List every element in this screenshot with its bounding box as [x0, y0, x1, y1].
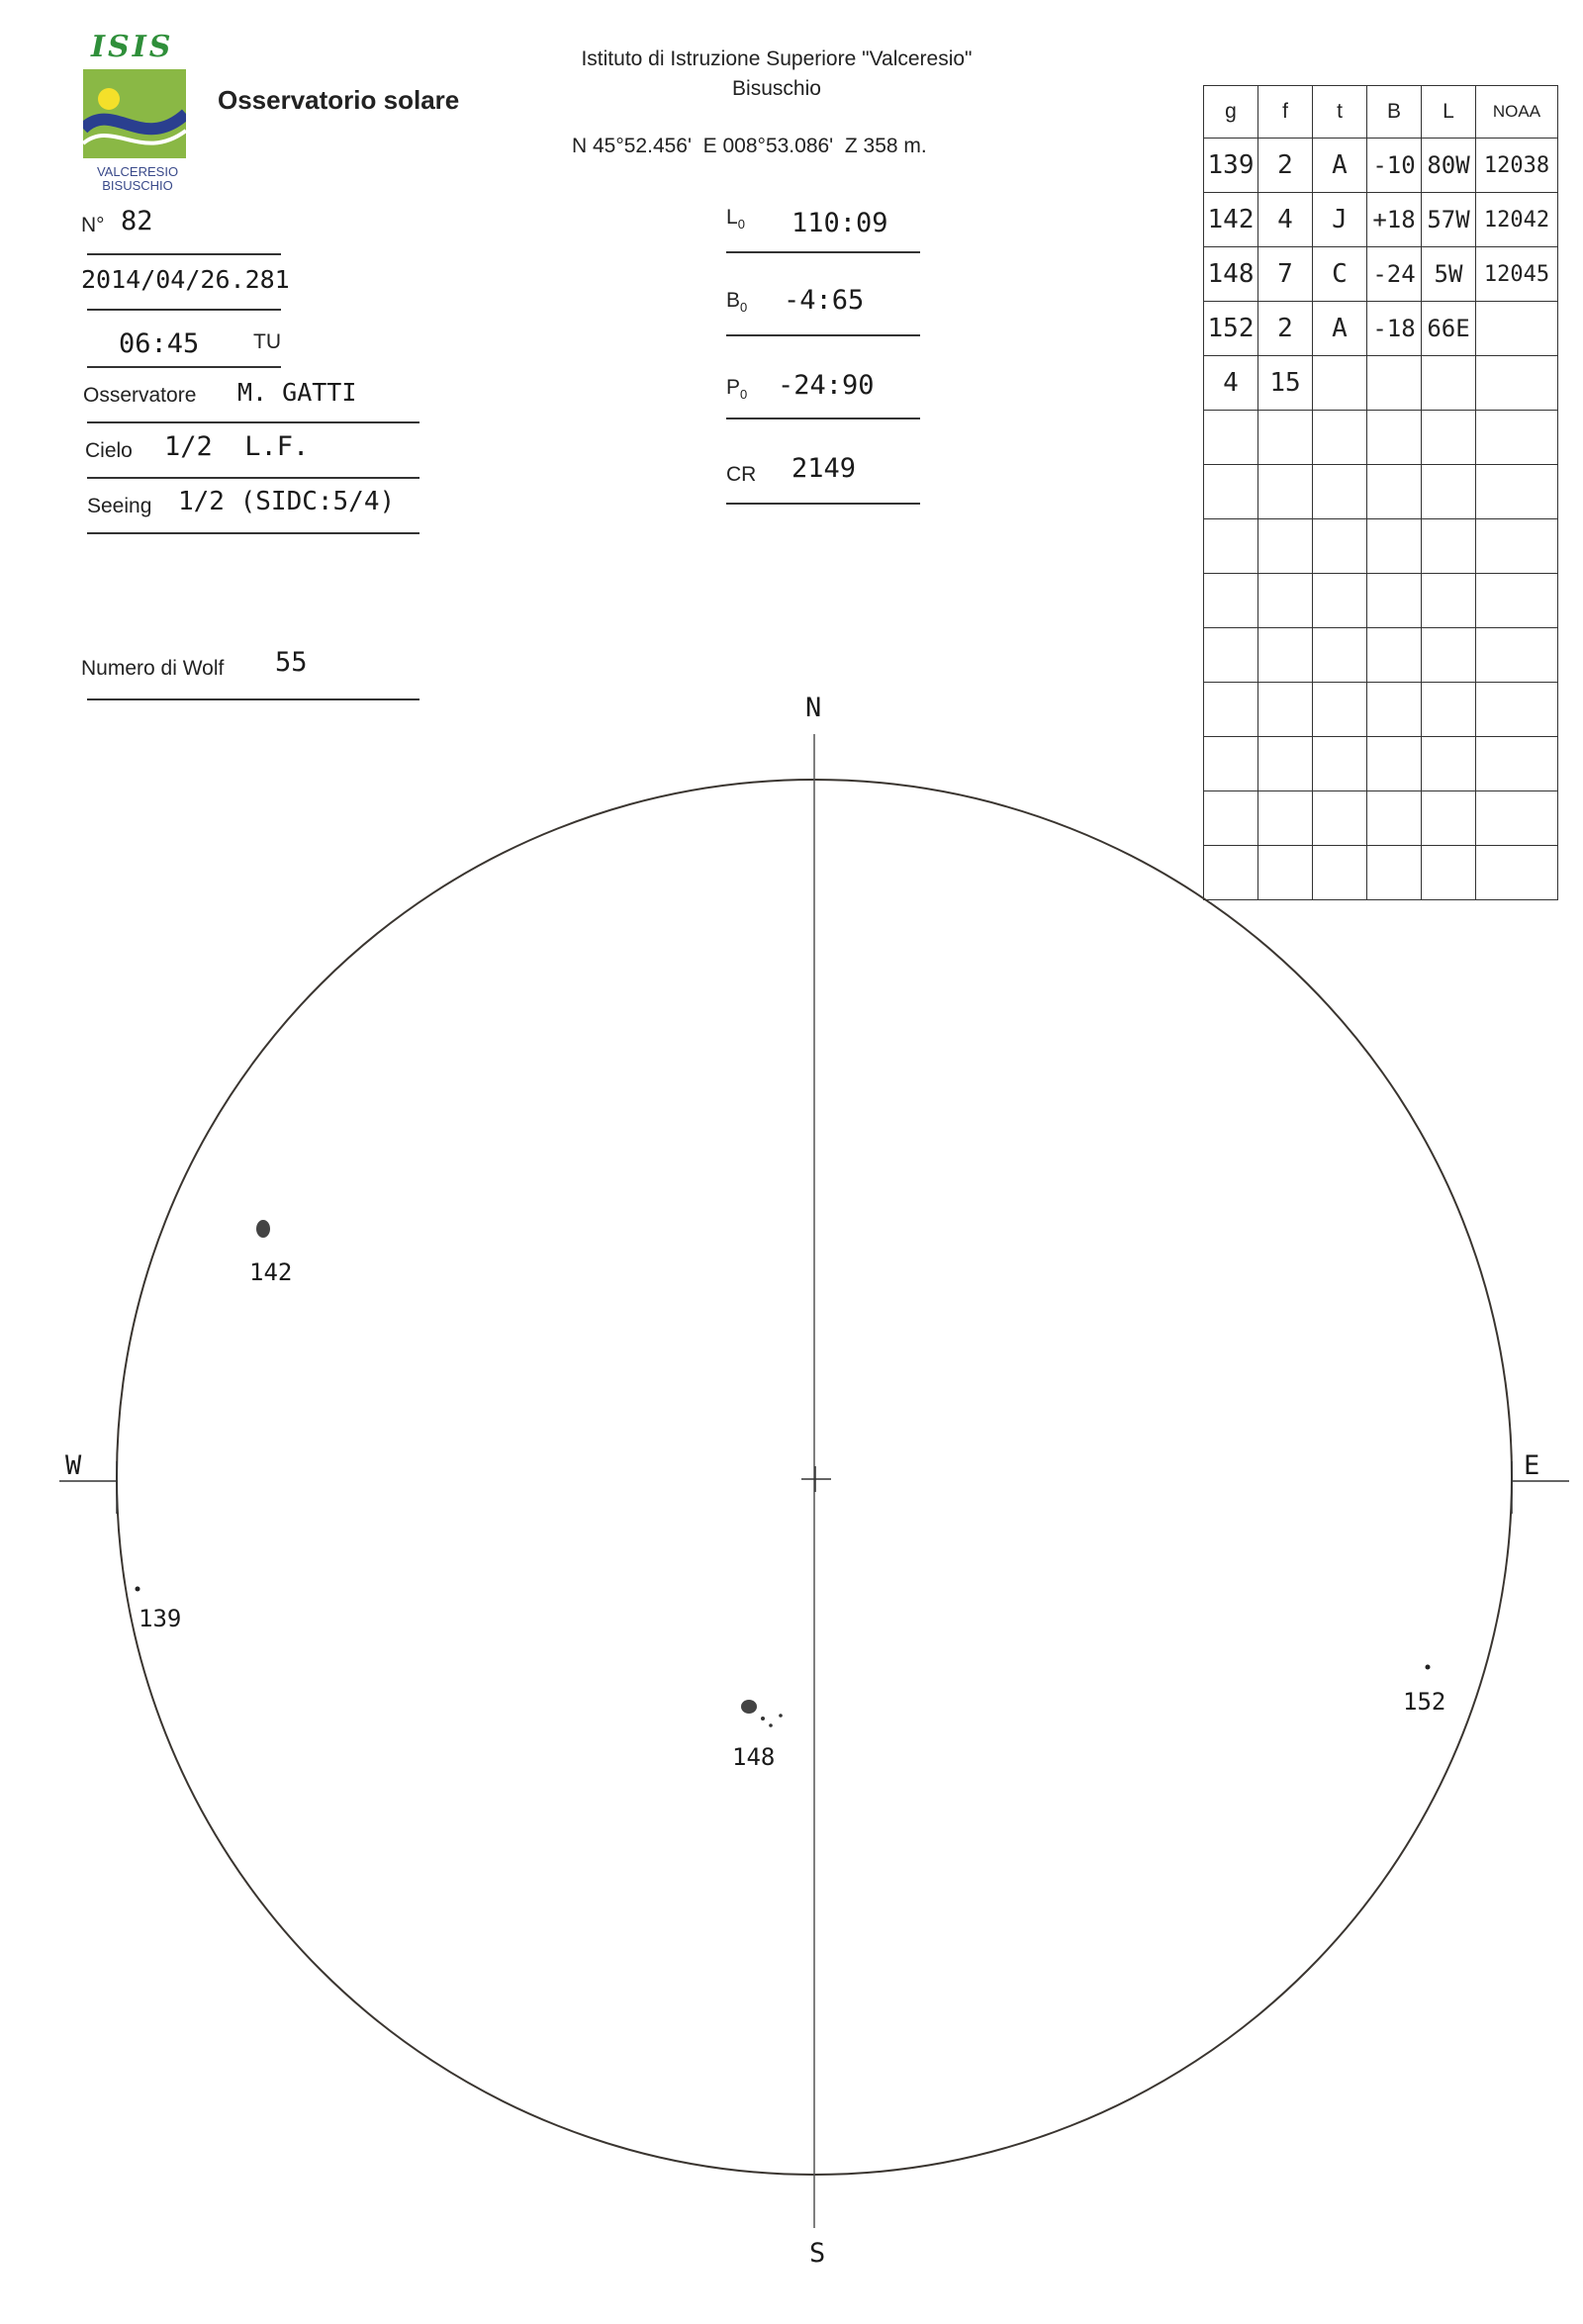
table-cell: -24	[1367, 247, 1422, 302]
sunspot-139	[136, 1587, 140, 1592]
observer-value: M. GATTI	[237, 378, 357, 407]
group-label-152: 152	[1403, 1688, 1446, 1716]
wolf-number-label: Numero di Wolf	[81, 657, 225, 680]
p0-value: -24:90	[778, 370, 875, 401]
sunspot-148-small-3	[779, 1714, 783, 1718]
observatory-title: Osservatorio solare	[218, 85, 460, 115]
east-label: E	[1524, 1450, 1540, 1481]
logo-caption-2: BISUSCHIO	[102, 178, 173, 193]
institute-city: Bisuschio	[732, 77, 821, 100]
table-cell: 4	[1258, 193, 1313, 247]
cr-value: 2149	[792, 453, 857, 484]
table-cell: C	[1313, 247, 1367, 302]
group-label-148: 148	[732, 1743, 776, 1771]
b0-value: -4:65	[784, 285, 865, 316]
col-header-g: g	[1204, 86, 1258, 139]
wolf-number-value: 55	[275, 647, 308, 678]
group-label-142: 142	[249, 1258, 293, 1286]
south-label: S	[809, 2238, 826, 2269]
logo-wordmark: ISIS	[91, 30, 174, 64]
number-value: 82	[121, 206, 153, 236]
table-cell: +18	[1367, 193, 1422, 247]
sunspot-142	[256, 1220, 270, 1238]
col-header-t: t	[1313, 86, 1367, 139]
sky-label: Cielo	[85, 439, 133, 462]
logo-caption-1: VALCERESIO	[96, 164, 179, 179]
time-unit: TU	[253, 330, 281, 353]
table-cell: 57W	[1422, 193, 1476, 247]
west-label: W	[65, 1450, 82, 1481]
sky-value: 1/2 L.F.	[164, 431, 310, 462]
table-cell: 12042	[1476, 193, 1558, 247]
l0-label: $L_0$	[726, 206, 745, 232]
table-cell: -10	[1367, 139, 1422, 193]
table-cell: 142	[1204, 193, 1258, 247]
col-header-l: L	[1422, 86, 1476, 139]
table-cell: J	[1313, 193, 1367, 247]
observatory-coordinates: N 45°52.456' E 008°53.086' Z 358 m.	[572, 135, 927, 157]
table-cell: 80W	[1422, 139, 1476, 193]
table-cell: 5W	[1422, 247, 1476, 302]
institute-name: Istituto di Istruzione Superiore "Valceresio"	[581, 47, 973, 70]
p0-label: $P_0$	[726, 376, 748, 403]
sunspot-148-main	[741, 1700, 757, 1714]
sunspot-152	[1426, 1665, 1431, 1670]
table-cell: A	[1313, 302, 1367, 356]
observer-label: Osservatore	[83, 384, 197, 407]
table-cell: 2	[1258, 302, 1313, 356]
table-cell: 12045	[1476, 247, 1558, 302]
col-header-f: f	[1258, 86, 1313, 139]
table-cell: 66E	[1422, 302, 1476, 356]
number-label: N°	[81, 214, 105, 236]
table-cell: 7	[1258, 247, 1313, 302]
seeing-label: Seeing	[87, 495, 152, 517]
table-cell: -18	[1367, 302, 1422, 356]
table-cell: 15	[1258, 356, 1313, 411]
north-label: N	[805, 693, 822, 723]
table-cell: 152	[1204, 302, 1258, 356]
table-cell: 4	[1204, 356, 1258, 411]
table-cell: 148	[1204, 247, 1258, 302]
table-cell: 139	[1204, 139, 1258, 193]
table-cell: A	[1313, 139, 1367, 193]
col-header-noaa: NOAA	[1476, 86, 1558, 139]
table-cell: 12038	[1476, 139, 1558, 193]
sunspot-148-small-1	[761, 1717, 765, 1720]
seeing-value: 1/2 (SIDC:5/4)	[178, 487, 396, 516]
time-value: 06:45	[119, 328, 200, 359]
cr-label: CR	[726, 463, 757, 486]
sunspot-148-small-2	[769, 1723, 773, 1727]
l0-value: 110:09	[792, 208, 888, 238]
date-value: 2014/04/26.281	[81, 265, 290, 294]
col-header-b: B	[1367, 86, 1422, 139]
b0-label: $B_0$	[726, 289, 748, 316]
group-label-139: 139	[139, 1605, 182, 1632]
table-cell: 2	[1258, 139, 1313, 193]
